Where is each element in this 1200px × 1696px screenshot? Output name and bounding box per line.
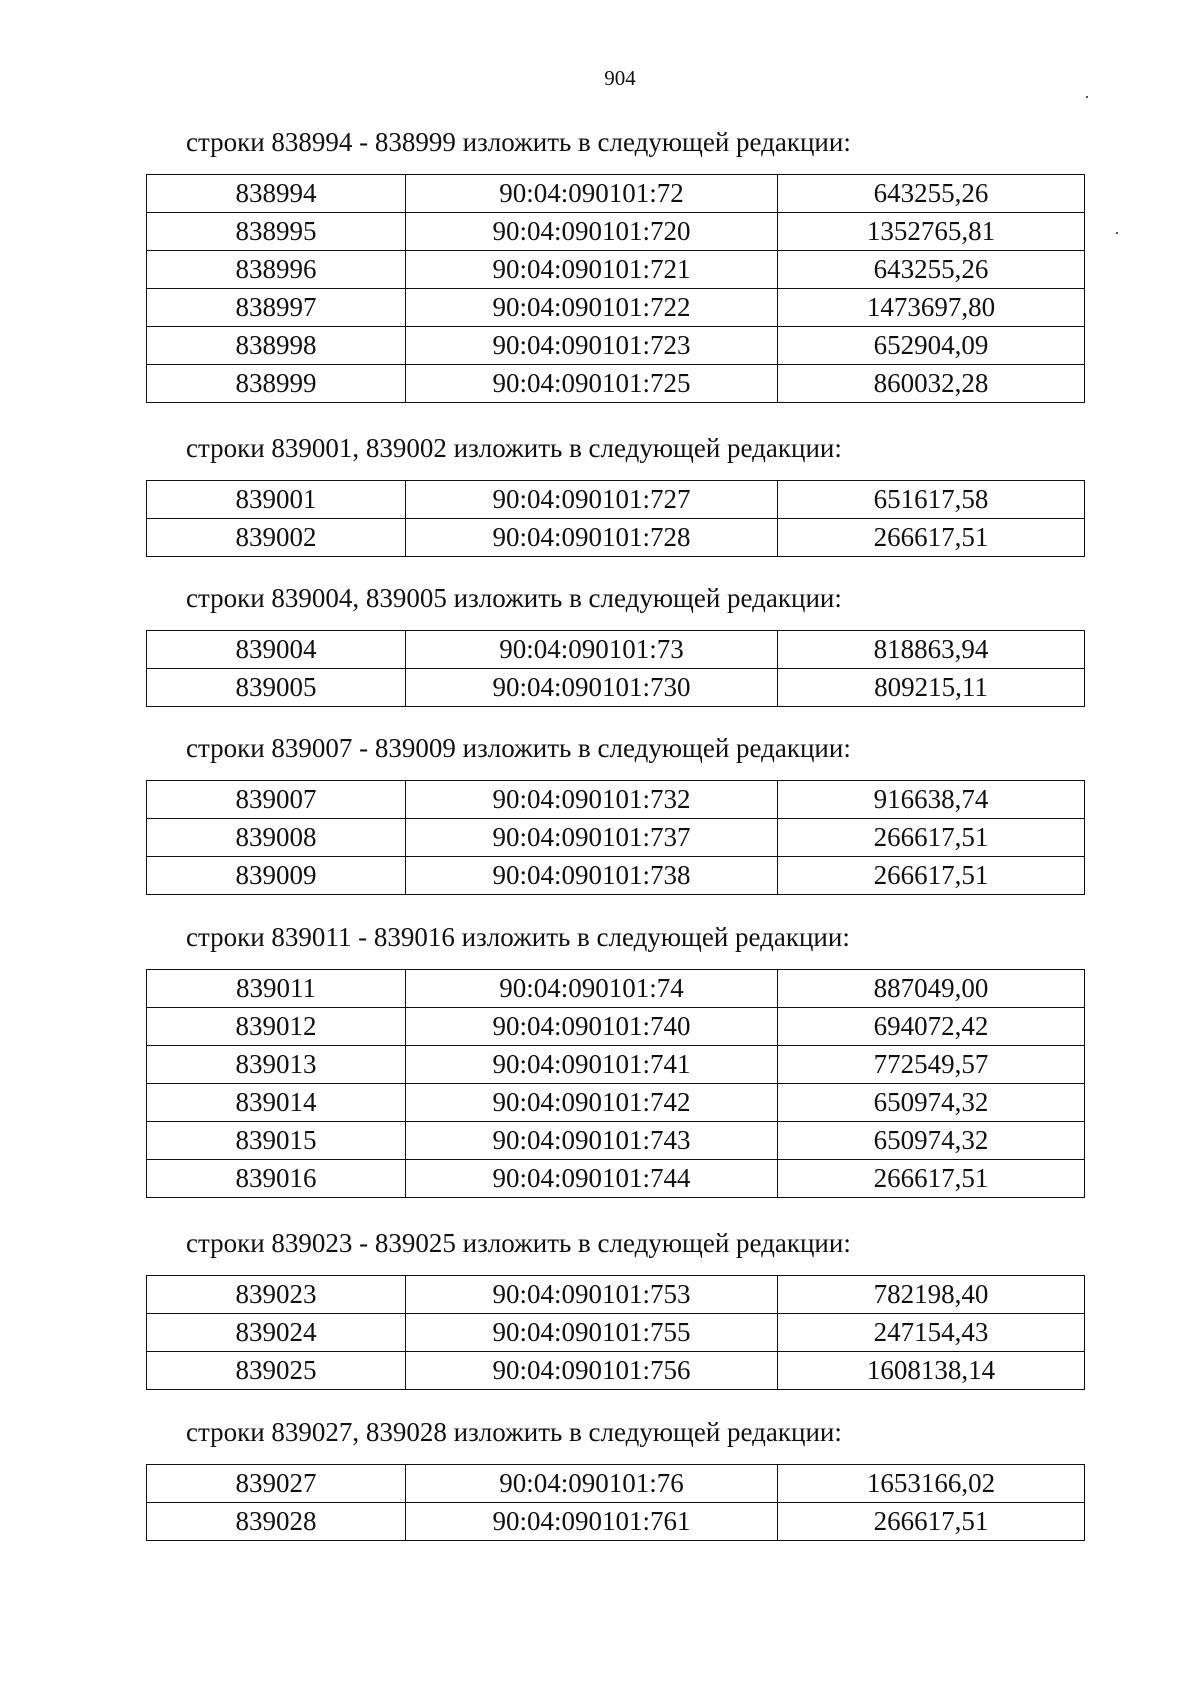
row-number-cell: 838999 <box>147 365 406 403</box>
value-cell: 1653166,02 <box>778 1465 1085 1503</box>
scan-speck <box>1116 232 1118 234</box>
section-intro: строки 839004, 839005 изложить в следующей редакции: <box>186 583 842 613</box>
cadastral-number-cell: 90:04:090101:723 <box>406 327 778 365</box>
row-number-cell: 839013 <box>147 1046 406 1084</box>
value-cell: 643255,26 <box>778 251 1085 289</box>
table-row <box>147 1122 1085 1160</box>
table-row <box>147 857 1085 895</box>
cadastral-number-cell: 90:04:090101:755 <box>406 1314 778 1352</box>
table-row <box>147 365 1085 403</box>
cadastral-number-cell: 90:04:090101:737 <box>406 819 778 857</box>
table-row <box>147 1084 1085 1122</box>
table-row <box>147 481 1085 519</box>
amendment-table <box>146 174 1085 403</box>
cadastral-number-cell: 90:04:090101:722 <box>406 289 778 327</box>
cadastral-number-cell: 90:04:090101:753 <box>406 1276 778 1314</box>
amendment-section <box>146 126 1084 403</box>
table-row <box>147 519 1085 557</box>
cadastral-number-cell: 90:04:090101:738 <box>406 857 778 895</box>
table-row <box>147 1503 1085 1541</box>
cadastral-number-cell: 90:04:090101:742 <box>406 1084 778 1122</box>
value-cell: 266617,51 <box>778 857 1085 895</box>
row-number-cell: 838997 <box>147 289 406 327</box>
row-number-cell: 839014 <box>147 1084 406 1122</box>
table-row <box>147 1160 1085 1198</box>
value-cell: 1608138,14 <box>778 1352 1085 1390</box>
cadastral-number-cell: 90:04:090101:720 <box>406 213 778 251</box>
amendment-section <box>146 921 1084 1198</box>
row-number-cell: 839002 <box>147 519 406 557</box>
value-cell: 266617,51 <box>778 1160 1085 1198</box>
amendment-table <box>146 480 1085 557</box>
section-intro: строки 839023 - 839025 изложить в следующей редакции: <box>186 1228 851 1258</box>
amendment-table <box>146 969 1085 1198</box>
value-cell: 650974,32 <box>778 1084 1085 1122</box>
table-row <box>147 175 1085 213</box>
cadastral-number-cell: 90:04:090101:741 <box>406 1046 778 1084</box>
cadastral-number-cell: 90:04:090101:74 <box>406 970 778 1008</box>
amendment-table <box>146 780 1085 895</box>
section-intro: строки 839011 - 839016 изложить в следующей редакции: <box>186 922 850 952</box>
row-number-cell: 839007 <box>147 781 406 819</box>
section-intro: строки 839027, 839028 изложить в следующей редакции: <box>186 1417 842 1447</box>
table-row <box>147 327 1085 365</box>
table-row <box>147 213 1085 251</box>
cadastral-number-cell: 90:04:090101:761 <box>406 1503 778 1541</box>
value-cell: 887049,00 <box>778 970 1085 1008</box>
value-cell: 247154,43 <box>778 1314 1085 1352</box>
row-number-cell: 839004 <box>147 631 406 669</box>
amendment-section <box>146 1227 1084 1390</box>
cadastral-number-cell: 90:04:090101:740 <box>406 1008 778 1046</box>
value-cell: 266617,51 <box>778 1503 1085 1541</box>
table-row <box>147 1465 1085 1503</box>
cadastral-number-cell: 90:04:090101:725 <box>406 365 778 403</box>
row-number-cell: 838994 <box>147 175 406 213</box>
table-row <box>147 669 1085 707</box>
table-row <box>147 1352 1085 1390</box>
cadastral-number-cell: 90:04:090101:756 <box>406 1352 778 1390</box>
row-number-cell: 839025 <box>147 1352 406 1390</box>
amendment-table <box>146 630 1085 707</box>
value-cell: 916638,74 <box>778 781 1085 819</box>
row-number-cell: 839027 <box>147 1465 406 1503</box>
row-number-cell: 839001 <box>147 481 406 519</box>
row-number-cell: 839023 <box>147 1276 406 1314</box>
value-cell: 860032,28 <box>778 365 1085 403</box>
cadastral-number-cell: 90:04:090101:72 <box>406 175 778 213</box>
row-number-cell: 839008 <box>147 819 406 857</box>
table-row <box>147 1276 1085 1314</box>
cadastral-number-cell: 90:04:090101:76 <box>406 1465 778 1503</box>
amendment-section <box>146 582 1084 707</box>
value-cell: 809215,11 <box>778 669 1085 707</box>
row-number-cell: 839005 <box>147 669 406 707</box>
amendment-section <box>146 432 1084 557</box>
row-number-cell: 839012 <box>147 1008 406 1046</box>
value-cell: 650974,32 <box>778 1122 1085 1160</box>
cadastral-number-cell: 90:04:090101:73 <box>406 631 778 669</box>
cadastral-number-cell: 90:04:090101:721 <box>406 251 778 289</box>
cadastral-number-cell: 90:04:090101:744 <box>406 1160 778 1198</box>
table-row <box>147 631 1085 669</box>
row-number-cell: 838995 <box>147 213 406 251</box>
table-row <box>147 1008 1085 1046</box>
value-cell: 818863,94 <box>778 631 1085 669</box>
row-number-cell: 839016 <box>147 1160 406 1198</box>
table-row <box>147 1046 1085 1084</box>
table-row <box>147 1314 1085 1352</box>
table-row <box>147 289 1085 327</box>
cadastral-number-cell: 90:04:090101:728 <box>406 519 778 557</box>
cadastral-number-cell: 90:04:090101:743 <box>406 1122 778 1160</box>
value-cell: 782198,40 <box>778 1276 1085 1314</box>
amendment-table <box>146 1464 1085 1541</box>
section-intro: строки 839001, 839002 изложить в следующей редакции: <box>186 433 842 463</box>
value-cell: 643255,26 <box>778 175 1085 213</box>
amendment-section <box>146 732 1084 895</box>
value-cell: 651617,58 <box>778 481 1085 519</box>
cadastral-number-cell: 90:04:090101:730 <box>406 669 778 707</box>
page-number: 904 <box>604 66 636 90</box>
row-number-cell: 839028 <box>147 1503 406 1541</box>
row-number-cell: 838996 <box>147 251 406 289</box>
table-row <box>147 251 1085 289</box>
row-number-cell: 839015 <box>147 1122 406 1160</box>
amendment-table <box>146 1275 1085 1390</box>
value-cell: 772549,57 <box>778 1046 1085 1084</box>
row-number-cell: 838998 <box>147 327 406 365</box>
cadastral-number-cell: 90:04:090101:727 <box>406 481 778 519</box>
table-row <box>147 970 1085 1008</box>
value-cell: 1473697,80 <box>778 289 1085 327</box>
table-row <box>147 819 1085 857</box>
value-cell: 266617,51 <box>778 519 1085 557</box>
scan-speck <box>1086 96 1088 98</box>
cadastral-number-cell: 90:04:090101:732 <box>406 781 778 819</box>
value-cell: 266617,51 <box>778 819 1085 857</box>
row-number-cell: 839009 <box>147 857 406 895</box>
row-number-cell: 839011 <box>147 970 406 1008</box>
value-cell: 1352765,81 <box>778 213 1085 251</box>
value-cell: 694072,42 <box>778 1008 1085 1046</box>
section-intro: строки 839007 - 839009 изложить в следующей редакции: <box>186 733 851 763</box>
section-intro: строки 838994 - 838999 изложить в следующей редакции: <box>186 127 851 157</box>
value-cell: 652904,09 <box>778 327 1085 365</box>
row-number-cell: 839024 <box>147 1314 406 1352</box>
amendment-section <box>146 1416 1084 1541</box>
table-row <box>147 781 1085 819</box>
